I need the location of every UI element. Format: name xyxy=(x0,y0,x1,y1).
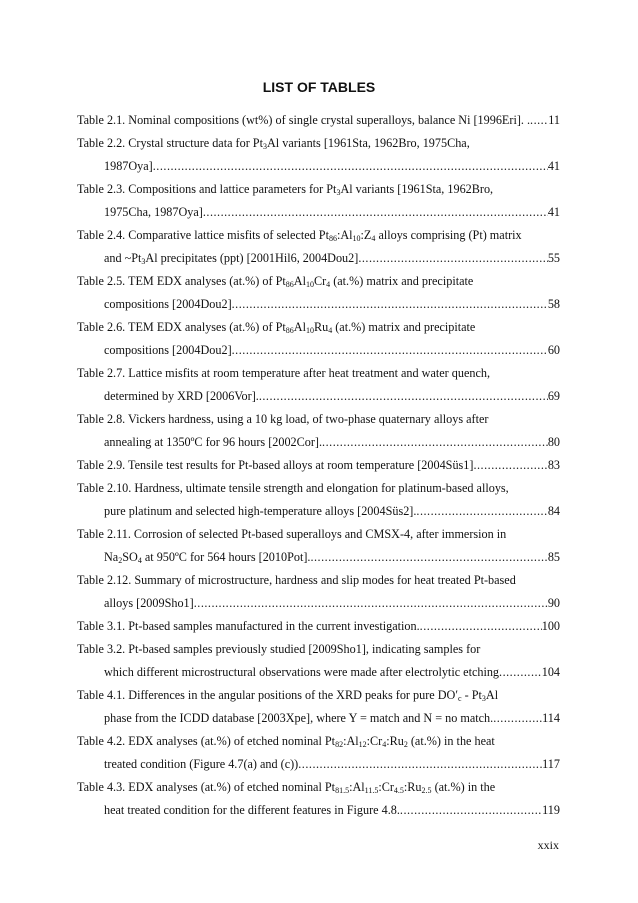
toc-entry-continuation xyxy=(77,251,560,265)
toc-entry-continuation xyxy=(77,343,560,357)
toc-entry-text: Table 2.11. Corrosion of selected Pt-based superalloys and CMSX-4, after immersion in xyxy=(77,527,507,541)
toc-entry-caption xyxy=(77,228,560,242)
toc-entry xyxy=(77,527,560,564)
toc-entry-page-number: 90 xyxy=(547,596,560,610)
toc-entry xyxy=(77,228,560,265)
toc-entry xyxy=(77,619,560,633)
toc-entry-text: Table 2.6. TEM EDX analyses (at.%) of $Pt_{86}Al_{10}Ru_4$ (at.%) matrix and precipitate xyxy=(77,320,476,334)
dot-leader xyxy=(530,113,548,127)
toc-entry-continuation xyxy=(77,435,560,449)
toc-entry-caption xyxy=(77,688,560,702)
toc-entry-text: treated condition (Figure 4.7(a) and (c)) xyxy=(104,757,299,771)
toc-entry-text: annealing at 1350ºC for 96 hours [2002Cor]. xyxy=(104,435,323,449)
toc-entry-page-number: 11 xyxy=(548,113,560,127)
toc-entry-continuation xyxy=(77,504,560,518)
toc-entry-continuation xyxy=(77,757,560,771)
dot-leader xyxy=(493,711,542,725)
toc-entry-page-number: 85 xyxy=(547,550,560,564)
toc-entry xyxy=(77,780,560,817)
toc-entry-caption xyxy=(77,320,560,334)
toc-entry xyxy=(77,412,560,449)
table-list xyxy=(77,113,560,826)
toc-entry-caption xyxy=(77,619,560,633)
toc-entry-page-number: 83 xyxy=(547,458,560,472)
toc-entry-caption xyxy=(77,734,560,748)
toc-entry-continuation xyxy=(77,297,560,311)
toc-entry-text: Table 2.4. Comparative lattice misfits of selected $Pt_{86}:Al_{10}:Z_4$ alloys comprising (Pt) matrix xyxy=(77,228,522,242)
toc-entry-page-number: 80 xyxy=(547,435,560,449)
toc-entry-caption xyxy=(77,136,560,150)
dot-leader xyxy=(232,343,548,357)
toc-entry-page-number: 100 xyxy=(541,619,560,633)
toc-entry-caption xyxy=(77,113,560,127)
toc-entry-page-number: 119 xyxy=(542,803,560,817)
dot-leader xyxy=(400,803,542,817)
toc-entry xyxy=(77,274,560,311)
toc-entry-text: Table 2.1. Nominal compositions (wt%) of single crystal superalloys, balance Ni [1996Eri]. . xyxy=(77,113,531,127)
toc-entry-continuation xyxy=(77,665,560,679)
toc-entry xyxy=(77,182,560,219)
dot-leader xyxy=(473,458,547,472)
toc-entry-caption xyxy=(77,481,560,495)
page-title: LIST OF TABLES xyxy=(262,79,376,95)
toc-entry-continuation xyxy=(77,711,560,725)
toc-entry-text: which different microstructural observations were made after electrolytic etching xyxy=(104,665,500,679)
toc-entry-page-number: 55 xyxy=(547,251,560,265)
dot-leader xyxy=(259,389,548,403)
toc-entry-text: Table 4.2. EDX analyses (at.%) of etched nominal $Pt_{82}:Al_{12}:Cr_4:Ru_2$ (at.%) in the heat xyxy=(77,734,495,748)
toc-entry xyxy=(77,642,560,679)
toc-entry-text: Table 3.1. Pt-based samples manufactured in the current investigation. xyxy=(77,619,420,633)
toc-entry-text: Table 2.7. Lattice misfits at room temperature after heat treatment and water quench, xyxy=(77,366,491,380)
dot-leader xyxy=(203,205,548,219)
toc-entry xyxy=(77,113,560,127)
toc-entry xyxy=(77,734,560,771)
toc-entry-continuation xyxy=(77,550,560,564)
toc-entry-caption xyxy=(77,642,560,656)
toc-entry-text: determined by XRD [2006Vor]. xyxy=(104,389,259,403)
dot-leader xyxy=(153,159,548,173)
dot-leader xyxy=(322,435,548,449)
toc-entry-caption xyxy=(77,527,560,541)
toc-entry-continuation xyxy=(77,389,560,403)
toc-entry-text: compositions [2004Dou2] xyxy=(104,297,232,311)
toc-entry-text: alloys [2009Sho1] xyxy=(104,596,194,610)
toc-entry-text: phase from the ICDD database [2003Xpe], where Y = match and N = no match. xyxy=(104,711,494,725)
toc-entry xyxy=(77,366,560,403)
toc-entry-text: Table 4.3. EDX analyses (at.%) of etched nominal $Pt_{81.5}:Al_{11.5}:Cr_{4.5}:Ru_{2.5}$ (at.%) in the xyxy=(77,780,496,794)
dot-leader xyxy=(232,297,548,311)
toc-entry xyxy=(77,688,560,725)
toc-entry-text: Table 2.10. Hardness, ultimate tensile strength and elongation for platinum-based alloys, xyxy=(77,481,509,495)
toc-entry xyxy=(77,481,560,518)
toc-entry-page-number: 60 xyxy=(547,343,560,357)
toc-entry-page-number: 114 xyxy=(542,711,560,725)
dot-leader xyxy=(499,665,542,679)
dot-leader xyxy=(416,504,547,518)
toc-entry xyxy=(77,458,560,472)
toc-entry-text: $Na_2SO_4$ at 950ºC for 564 hours [2010Pot]. xyxy=(104,550,311,564)
toc-entry xyxy=(77,573,560,610)
dot-leader xyxy=(310,550,547,564)
dot-leader xyxy=(420,619,542,633)
toc-entry-caption xyxy=(77,182,560,196)
toc-entry-text: compositions [2004Dou2] xyxy=(104,343,232,357)
toc-entry xyxy=(77,320,560,357)
toc-entry-page-number: 104 xyxy=(541,665,560,679)
toc-entry-page-number: 41 xyxy=(547,205,560,219)
toc-entry-text: Table 3.2. Pt-based samples previously studied [2009Sho1], indicating samples for xyxy=(77,642,481,656)
toc-entry-page-number: 84 xyxy=(547,504,560,518)
toc-entry-text: Table 2.8. Vickers hardness, using a 10 kg load, of two-phase quaternary alloys after xyxy=(77,412,489,426)
toc-entry-caption xyxy=(77,366,560,380)
toc-entry-page-number: 58 xyxy=(547,297,560,311)
toc-entry xyxy=(77,136,560,173)
toc-entry-continuation xyxy=(77,205,560,219)
toc-entry-continuation xyxy=(77,159,560,173)
toc-entry-caption xyxy=(77,412,560,426)
toc-entry-caption xyxy=(77,573,560,587)
toc-entry-caption xyxy=(77,458,560,472)
toc-entry-page-number: 69 xyxy=(547,389,560,403)
toc-entry-text: 1987Oya] xyxy=(104,159,153,173)
toc-entry-text: Table 2.12. Summary of microstructure, hardness and slip modes for heat treated Pt-based xyxy=(77,573,516,587)
toc-entry-text: Table 2.3. Compositions and lattice parameters for $Pt_3Al$ variants [1961Sta, 1962Bro, xyxy=(77,182,494,196)
toc-entry-caption xyxy=(77,274,560,288)
toc-entry-continuation xyxy=(77,596,560,610)
toc-entry-text: Table 2.5. TEM EDX analyses (at.%) of $Pt_{86}Al_{10}Cr_4$ (at.%) matrix and precipitate xyxy=(77,274,474,288)
dot-leader xyxy=(358,251,548,265)
toc-entry-caption xyxy=(77,780,560,794)
toc-entry-text: Table 2.2. Crystal structure data for $Pt_3Al$ variants [1961Sta, 1962Bro, 1975Cha, xyxy=(77,136,470,150)
toc-entry-text: pure platinum and selected high-temperature alloys [2004Süs2]. xyxy=(104,504,417,518)
toc-entry-text: Table 2.9. Tensile test results for Pt-based alloys at room temperature [2004Süs1] xyxy=(77,458,474,472)
toc-entry-text: heat treated condition for the different features in Figure 4.8. xyxy=(104,803,400,817)
toc-entry-continuation xyxy=(77,803,560,817)
toc-entry-text: Table 4.1. Differences in the angular positions of the XRD peaks for pure $DO'_c - Pt_3Al$ xyxy=(77,688,499,702)
toc-entry-text: 1975Cha, 1987Oya] xyxy=(104,205,203,219)
toc-entry-page-number: 117 xyxy=(542,757,560,771)
toc-entry-page-number: 41 xyxy=(547,159,560,173)
dot-leader xyxy=(298,757,542,771)
toc-entry-text: and $\sim Pt_3Al$ precipitates (ppt) [2001Hil6, 2004Dou2] xyxy=(104,251,359,265)
dot-leader xyxy=(194,596,548,610)
page-number: xxix xyxy=(537,838,559,852)
